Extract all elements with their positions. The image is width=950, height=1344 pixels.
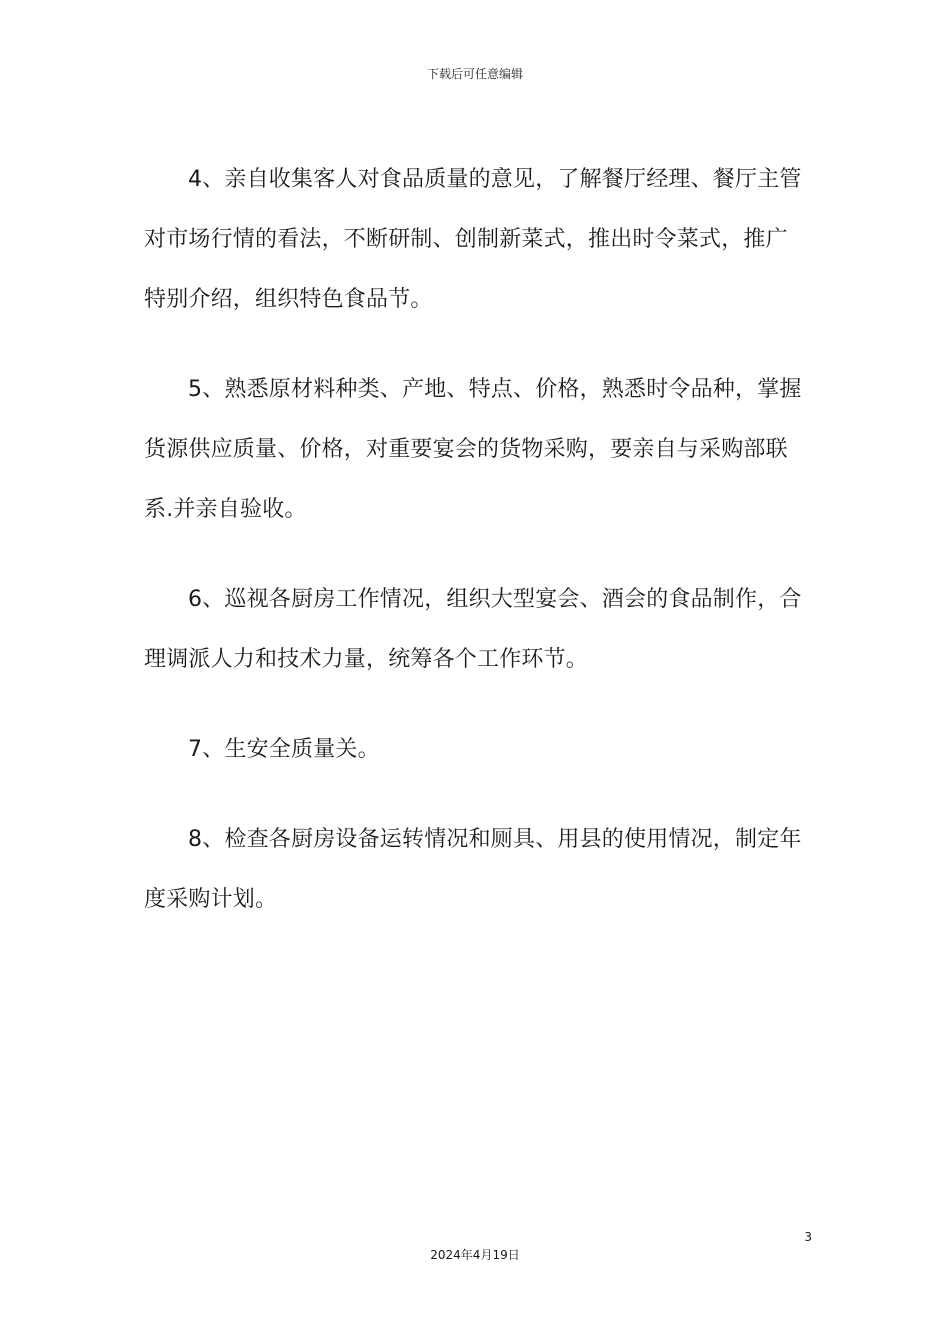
paragraph-item-4: 4、亲自收集客人对食品质量的意见，了解餐厅经理、餐厅主管对市场行情的看法，不断研制、创制新菜式，推出时令菜式，推广特别介绍，组织特色食品节。 <box>144 167 802 312</box>
paragraph-item-8: 8、检查各厨房设备运转情况和厕具、用县的使用情况，制定年度采购计划。 <box>144 827 802 912</box>
paragraph-item-7: 7、生安全质量关。 <box>188 737 380 762</box>
page-footer-date: 2024年4月19日 <box>430 1248 520 1262</box>
paragraph-item-6: 6、巡视各厨房工作情况，组织大型宴会、酒会的食品制作，合理调派人力和技术力量，统筹各个工作环节。 <box>144 587 802 672</box>
page-header: 下载后可任意编辑 <box>426 67 523 81</box>
paragraph-item-5: 5、熟悉原材料种类、产地、特点、价格，熟悉时令品种，掌握货源供应质量、价格，对重要宴会的货物采购，要亲自与采购部联系.并亲自验收。 <box>144 377 802 522</box>
page-number: 3 <box>804 1230 812 1244</box>
document-body <box>144 150 808 960</box>
